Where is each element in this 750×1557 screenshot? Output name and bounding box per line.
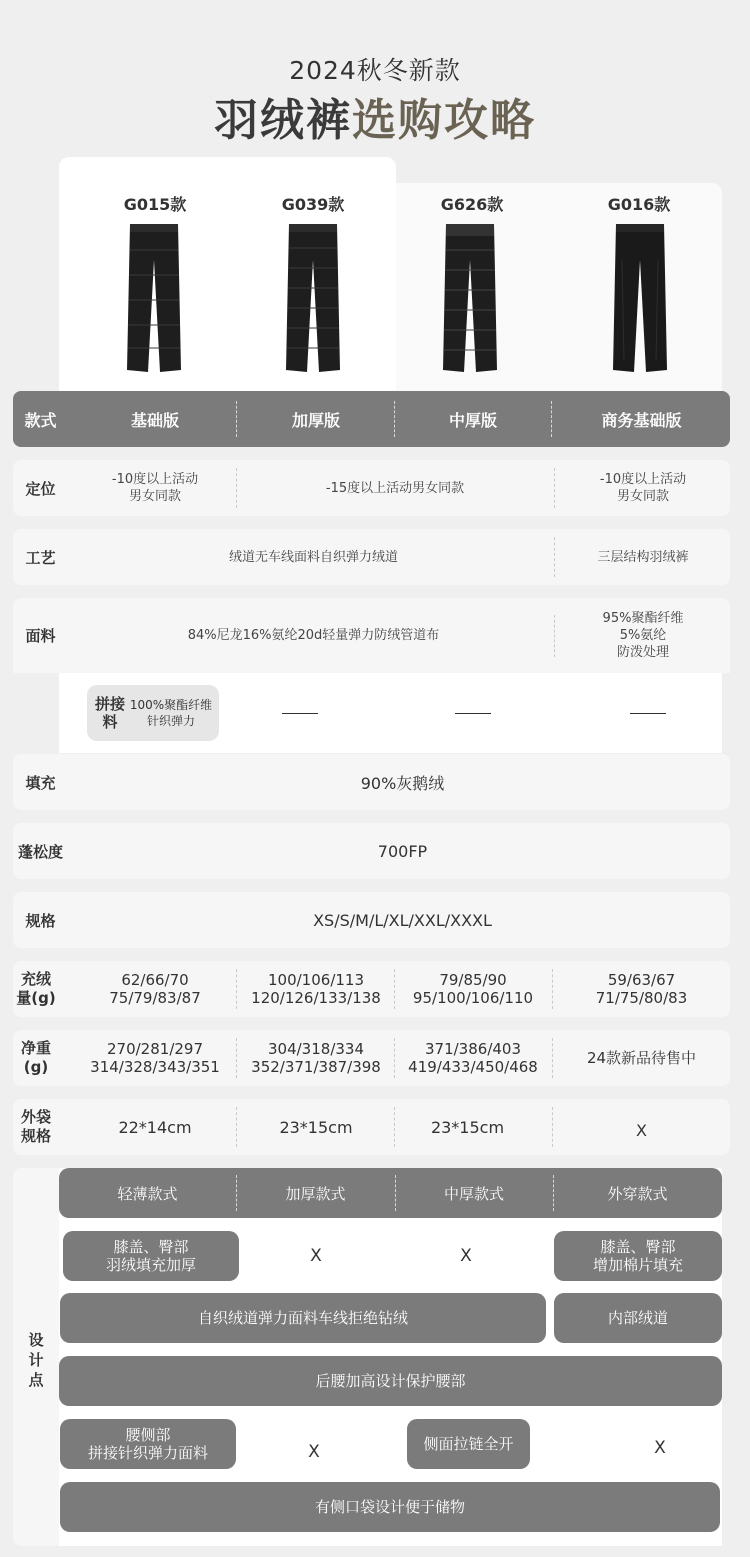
- splice-value: 100%聚酯纤维 针织弹力: [129, 698, 213, 728]
- positioning-g016: -10度以上活动 男女同款: [599, 472, 687, 504]
- fabric-g016: 95%聚酯纤维 5%氨纶 防泼处理: [602, 611, 684, 660]
- pants-g016-image: [612, 220, 668, 378]
- knee-padding-g015: 膝盖、臀部 羽绒填充加厚: [63, 1231, 239, 1281]
- version-basic: 基础版: [130, 410, 179, 430]
- side-waist-feature: 腰侧部 拼接针织弹力面料: [60, 1419, 236, 1469]
- net-weight-g016: 24款新品待售中: [586, 1049, 697, 1067]
- model-code-g016: G016款: [607, 194, 671, 214]
- side-zip-feature: 侧面拉链全开: [407, 1419, 530, 1469]
- craft-g015-g626: 绒道无车线面料自织弹力绒道: [228, 549, 398, 565]
- fabric-g015-g626: 84%尼龙16%氨纶20d轻量弹力防绒管道布: [187, 628, 440, 643]
- sizes-value: XS/S/M/L/XL/XXL/XXXL: [313, 910, 492, 930]
- splice-g039-none: [282, 713, 318, 714]
- divider: [394, 1038, 395, 1078]
- type-light: 轻薄款式: [117, 1184, 178, 1203]
- page-title: [0, 86, 750, 146]
- divider: [552, 969, 553, 1009]
- splice-g016-none: [630, 713, 666, 714]
- craft-g016: 三层结构羽绒裤: [597, 549, 689, 565]
- high-waist-feature: 后腰加高设计保护腰部: [59, 1356, 722, 1406]
- inner-channel-feature: 内部绒道: [554, 1293, 722, 1343]
- side-waist-g039-none: X: [308, 1442, 320, 1462]
- divider: [553, 1175, 554, 1211]
- fabric-label: 面料: [25, 627, 56, 645]
- side-pocket-feature: 有侧口袋设计便于储物: [60, 1482, 720, 1532]
- divider: [236, 1038, 237, 1078]
- pocket-g626: 23*15cm: [430, 1117, 505, 1137]
- filling-label: 填充: [25, 773, 56, 792]
- sizes-label: 规格: [25, 911, 56, 930]
- divider: [394, 401, 395, 437]
- knee-g039-none: X: [310, 1246, 322, 1266]
- divider: [552, 1107, 553, 1147]
- knee-g626-none: X: [460, 1246, 472, 1266]
- down-weight-g626: 79/85/90 95/100/106/110: [412, 971, 534, 1007]
- style-label: 款式: [24, 410, 57, 430]
- divider: [236, 1175, 237, 1211]
- splice-g626-none: [455, 713, 491, 714]
- divider: [236, 468, 237, 508]
- pants-g015-image: [126, 220, 182, 378]
- title-part-2: 选购攻略: [352, 95, 536, 146]
- pocket-label: 外袋规格: [20, 1108, 51, 1145]
- positioning-g039-g626: -15度以上活动男女同款: [325, 480, 465, 496]
- down-weight-g016: 59/63/67 71/75/80/83: [595, 971, 688, 1007]
- version-thick: 加厚版: [291, 410, 340, 430]
- down-weight-label: 充绒量(g): [16, 970, 56, 1007]
- type-medium: 中厚款式: [443, 1184, 504, 1203]
- fluffiness-label: 蓬松度: [17, 842, 63, 861]
- fluffiness-value: 700FP: [377, 841, 428, 861]
- knee-padding-g016: 膝盖、臀部 增加棉片填充: [554, 1231, 722, 1281]
- divider: [551, 401, 552, 437]
- pants-g626-image: [442, 220, 498, 378]
- model-code-g039: G039款: [281, 194, 345, 214]
- divider: [394, 969, 395, 1009]
- splice-label: 拼接料: [94, 695, 125, 731]
- positioning-g015: -10度以上活动 男女同款: [111, 472, 199, 504]
- page-subtitle: 2024秋冬新款: [289, 56, 461, 85]
- divider: [554, 468, 555, 508]
- pocket-g039: 23*15cm: [279, 1117, 353, 1137]
- model-code-g626: G626款: [440, 194, 504, 214]
- side-waist-g016-none: X: [654, 1438, 666, 1458]
- net-weight-g039: 304/318/334 352/371/387/398: [251, 1040, 381, 1076]
- craft-label: 工艺: [25, 548, 56, 567]
- divider: [554, 537, 555, 577]
- divider: [236, 969, 237, 1009]
- pocket-g016: X: [636, 1120, 647, 1140]
- type-thick: 加厚款式: [285, 1184, 346, 1203]
- design-label: 设计点: [28, 1331, 44, 1389]
- self-woven-feature: 自织绒道弹力面料车线拒绝钻绒: [60, 1293, 546, 1343]
- filling-value: 90%灰鹅绒: [360, 773, 445, 793]
- down-weight-g015: 62/66/70 75/79/83/87: [109, 971, 201, 1007]
- net-weight-g015: 270/281/297 314/328/343/351: [90, 1040, 220, 1076]
- divider: [552, 1038, 553, 1078]
- pocket-g015: 22*14cm: [118, 1117, 192, 1137]
- divider: [394, 1107, 395, 1147]
- model-code-g015: G015款: [123, 194, 187, 214]
- title-part-1: 羽绒裤: [214, 95, 352, 146]
- net-weight-g626: 371/386/403 419/433/450/468: [408, 1040, 538, 1076]
- version-medium: 中厚版: [448, 410, 497, 430]
- type-outer: 外穿款式: [607, 1184, 668, 1203]
- divider: [395, 1175, 396, 1211]
- down-weight-g039: 100/106/113 120/126/133/138: [251, 971, 381, 1007]
- pants-g039-image: [285, 220, 341, 378]
- divider: [554, 615, 555, 657]
- version-business: 商务基础版: [601, 410, 682, 430]
- positioning-label: 定位: [25, 479, 56, 498]
- divider: [236, 401, 237, 437]
- net-weight-label: 净重(g): [20, 1039, 51, 1076]
- divider: [236, 1107, 237, 1147]
